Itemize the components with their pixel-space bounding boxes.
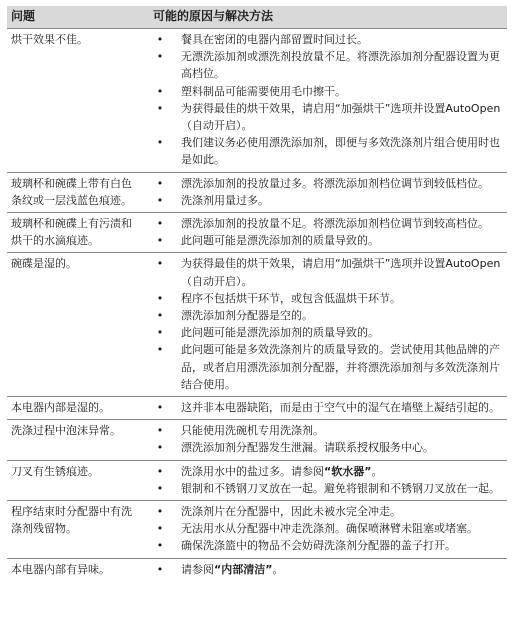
problem-cell: 碗碟是湿的。 <box>7 253 149 397</box>
problem-cell: 本电器内部是湿的。 <box>7 397 149 420</box>
solution-list <box>153 503 503 555</box>
problem-cell: 玻璃杯和碗碟上有污渍和烘干的水滴痕迹。 <box>7 213 149 253</box>
problem-cell: 本电器内部有异味。 <box>11 562 110 576</box>
solution-list <box>153 422 503 456</box>
solution-text: 这并非本电器缺陷，而是由于空气中的湿气在墙壁上凝结引起的。 <box>181 401 500 415</box>
table-row <box>7 213 507 253</box>
section-reference-link[interactable]: “内部清洁” <box>214 562 273 576</box>
bullet-icon: • <box>156 50 164 64</box>
solution-cell <box>149 397 507 420</box>
solution-column-header: 可能的原因与解决方法 <box>149 6 507 29</box>
solution-item <box>153 480 503 497</box>
solution-text: 为获得最佳的烘干效果，请启用“加强烘干”选项并设置AutoOpen（自动开启）。 <box>181 257 501 288</box>
solution-text: 无法用水从分配器中冲走洗涤剂。确保喷淋臂未阻塞或堵塞。 <box>181 522 478 536</box>
problem-cell: 烘干效果不佳。 <box>7 29 149 173</box>
solution-list <box>153 175 503 209</box>
bullet-icon: • <box>156 176 164 190</box>
solution-item <box>153 463 503 480</box>
problem-cell: 程序结束时分配器中有洗涤剂残留物。 <box>7 501 149 559</box>
solution-cell <box>149 558 507 581</box>
bullet-icon: • <box>156 234 164 248</box>
bullet-icon: • <box>156 326 164 340</box>
solution-text-end: 。 <box>371 464 383 478</box>
solution-item <box>153 561 503 578</box>
solution-cell <box>149 29 507 173</box>
bullet-icon: • <box>156 84 164 98</box>
solution-text: 漂洗添加剂的投放量不足。将漂洗添加剂档位调节到较高档位。 <box>181 217 489 231</box>
table-row <box>7 172 507 212</box>
bullet-icon: • <box>156 136 164 150</box>
solution-cell <box>149 460 507 500</box>
solution-item <box>153 192 503 209</box>
bullet-icon: • <box>156 424 164 438</box>
table-row <box>7 558 507 581</box>
solution-text: 为获得最佳的烘干效果，请启用“加强烘干”选项并设置AutoOpen（自动开启）。 <box>181 101 501 133</box>
bullet-icon: • <box>156 101 164 115</box>
bullet-icon: • <box>156 217 164 231</box>
solution-text: 洗涤剂片在分配器中，因此未被水完全冲走。 <box>181 505 401 519</box>
solution-item <box>153 175 503 192</box>
bullet-icon: • <box>156 464 164 478</box>
solution-text: 餐具在密闭的电器内部留置时间过长。 <box>181 33 368 46</box>
section-reference-link[interactable]: “软水器” <box>324 464 372 478</box>
table-row <box>7 420 507 460</box>
solution-text: 无漂洗添加剂或漂洗剂投放量不足。将漂洗添加剂分配器设置为更高档位。 <box>181 50 500 81</box>
table-row <box>7 253 507 397</box>
solution-item <box>153 537 503 554</box>
bullet-icon: • <box>156 505 164 519</box>
troubleshooting-table <box>7 6 507 581</box>
solution-item <box>153 307 503 324</box>
solution-text: 银制和不锈钢刀叉放在一起。避免将银制和不锈钢刀叉放在一起。 <box>181 481 500 495</box>
solution-cell <box>149 420 507 460</box>
solution-item <box>153 341 503 393</box>
solution-item <box>153 399 503 416</box>
bullet-icon: • <box>156 257 164 271</box>
bullet-icon: • <box>156 343 164 357</box>
solution-text: 漂洗添加剂的投放量过多。将漂洗添加剂档位调节到较低档位。 <box>181 176 489 190</box>
solution-item <box>153 100 503 134</box>
solution-text: 程序不包括烘干环节，或包含低温烘干环节。 <box>181 291 401 305</box>
table-row <box>7 397 507 420</box>
problem-cell: 洗涤过程中泡沫异常。 <box>7 420 149 460</box>
bullet-icon: • <box>156 522 164 536</box>
bullet-icon: • <box>156 539 164 553</box>
solution-cell <box>149 172 507 212</box>
bullet-icon: • <box>156 33 164 46</box>
solution-item <box>153 324 503 341</box>
bullet-icon: • <box>156 193 164 207</box>
solution-item <box>153 48 503 82</box>
solution-text: 请参阅 <box>181 562 214 576</box>
solution-list <box>153 463 503 497</box>
solution-item <box>153 422 503 439</box>
bullet-icon: • <box>156 562 164 576</box>
solution-text: 漂洗添加剂分配器发生泄漏。请联系授权服务中心。 <box>181 441 434 455</box>
problem-cell: 刀叉有生锈痕迹。 <box>7 460 149 500</box>
table-body <box>7 29 507 581</box>
solution-text: 塑料制品可能需要使用毛巾擦干。 <box>181 84 346 98</box>
solution-text: 此问题可能是多效洗涤剂片的质量导致的。尝试使用其他品牌的产品，或者启用漂洗添加剂分配器，并将漂洗添加剂与多效洗涤剂片结合使用。 <box>181 343 500 391</box>
table-row <box>7 29 507 173</box>
solution-cell <box>149 213 507 253</box>
problem-column-header: 问题 <box>7 6 149 29</box>
solution-text: 确保洗涤篮中的物品不会妨碍洗涤剂分配器的盖子打开。 <box>181 539 456 553</box>
solution-item <box>153 134 503 168</box>
solution-cell <box>149 253 507 397</box>
solution-list <box>153 255 503 393</box>
solution-item <box>153 255 503 289</box>
solution-list <box>153 399 503 416</box>
solution-item <box>153 31 503 48</box>
solution-item <box>153 215 503 232</box>
solution-text-end: 。 <box>272 562 284 576</box>
solution-text: 只能使用洗碗机专用洗涤剂。 <box>181 424 324 438</box>
table-row <box>7 460 507 500</box>
table-header-row <box>7 6 507 29</box>
solution-text: 洗涤用水中的盐过多。请参阅 <box>181 464 324 478</box>
solution-list <box>153 215 503 249</box>
solution-list <box>153 561 503 578</box>
solution-item <box>153 83 503 100</box>
bullet-icon: • <box>156 309 164 323</box>
bullet-icon: • <box>156 291 164 305</box>
bullet-icon: • <box>156 481 164 495</box>
bullet-icon: • <box>156 401 164 415</box>
bullet-icon: • <box>156 441 164 455</box>
solution-item <box>153 290 503 307</box>
solution-item <box>153 503 503 520</box>
problem-cell: 玻璃杯和碗碟上带有白色条纹或一层浅蓝色痕迹。 <box>7 172 149 212</box>
solution-text: 此问题可能是漂洗添加剂的质量导致的。 <box>181 326 379 340</box>
solution-list <box>153 31 503 169</box>
solution-item <box>153 520 503 537</box>
table-row <box>7 501 507 559</box>
solution-cell <box>149 501 507 559</box>
solution-item <box>153 439 503 456</box>
solution-item <box>153 232 503 249</box>
solution-text: 洗涤剂用量过多。 <box>181 193 269 207</box>
solution-text: 我们建议务必使用漂洗添加剂，即便与多效洗涤剂片组合使用时也是如此。 <box>181 136 500 167</box>
solution-text: 此问题可能是漂洗添加剂的质量导致的。 <box>181 234 379 248</box>
solution-text: 漂洗添加剂分配器是空的。 <box>181 309 313 323</box>
